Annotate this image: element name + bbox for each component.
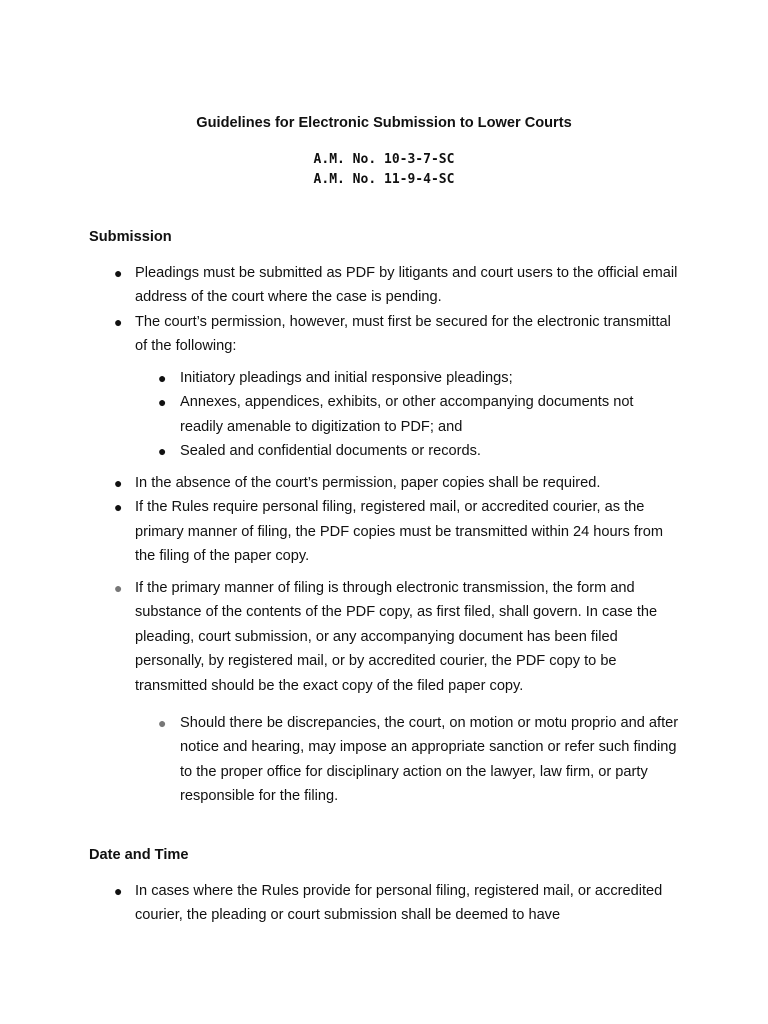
date-time-list [114, 879, 680, 928]
list-item: ● If the Rules require personal filing, registered mail, or accredited courier, as the primary manner of filing, the PDF copies must be transmitted within 24 hours from the filing of the paper copy. [135, 495, 680, 568]
bullet-icon: ● [114, 313, 123, 330]
bullet-icon: ● [158, 370, 167, 386]
bullet-icon: ● [158, 715, 167, 731]
sub-list-item: ● Initiatory pleadings and initial responsive pleadings; [180, 366, 680, 390]
list-item: ● The court’s permission, however, must first be secured for the electronic transmittal of the following: [135, 310, 680, 359]
section-heading-date-and-time: Date and Time [89, 847, 189, 863]
section-heading-submission: Submission [89, 229, 172, 245]
discrepancy-sublist [158, 711, 680, 809]
document-title: Guidelines for Electronic Submission to Lower Courts [196, 115, 572, 131]
submission-list-continued [114, 471, 680, 569]
bullet-icon: ● [114, 499, 123, 516]
citation: A.M. No. 10-3-7-SC [313, 152, 455, 167]
citation-block [0, 150, 768, 190]
permission-sublist [158, 366, 680, 464]
list-item: ● If the primary manner of filing is through electronic transmission, the form and substance of the contents of the PDF copy, as first filed, shall govern. In case the pleading, court submission, or any accompanying document has been filed personally, by registered mail, or by accredited courier, the PDF copy to be transmitted should be the exact copy of the filed paper copy. [135, 576, 680, 698]
bullet-icon: ● [158, 443, 167, 460]
bullet-icon: ● [158, 394, 167, 411]
bullet-icon: ● [114, 883, 123, 899]
electronic-filing-list [114, 576, 680, 698]
submission-list [114, 261, 680, 359]
list-item: ● In the absence of the court’s permission, paper copies shall be required. [135, 471, 680, 495]
bullet-icon: ● [114, 580, 123, 596]
bullet-icon: ● [114, 265, 123, 281]
sub-list-item: ● Annexes, appendices, exhibits, or other accompanying documents not readily amenable to digitization to PDF; and [180, 390, 680, 439]
sub-list-item: ● Should there be discrepancies, the court, on motion or motu proprio and after notice and hearing, may impose an appropriate sanction or refer such finding to the proper office for disciplinary action on the lawyer, law firm, or party responsible for the filing. [180, 711, 680, 809]
sub-list-item: ● Sealed and confidential documents or records. [180, 439, 680, 463]
citation: A.M. No. 11-9-4-SC [313, 172, 455, 187]
list-item: ● Pleadings must be submitted as PDF by litigants and court users to the official email address of the court where the case is pending. [135, 261, 680, 310]
list-item: ● In cases where the Rules provide for personal filing, registered mail, or accredited courier, the pleading or court submission shall be deemed to have [135, 879, 680, 928]
bullet-icon: ● [114, 475, 123, 491]
